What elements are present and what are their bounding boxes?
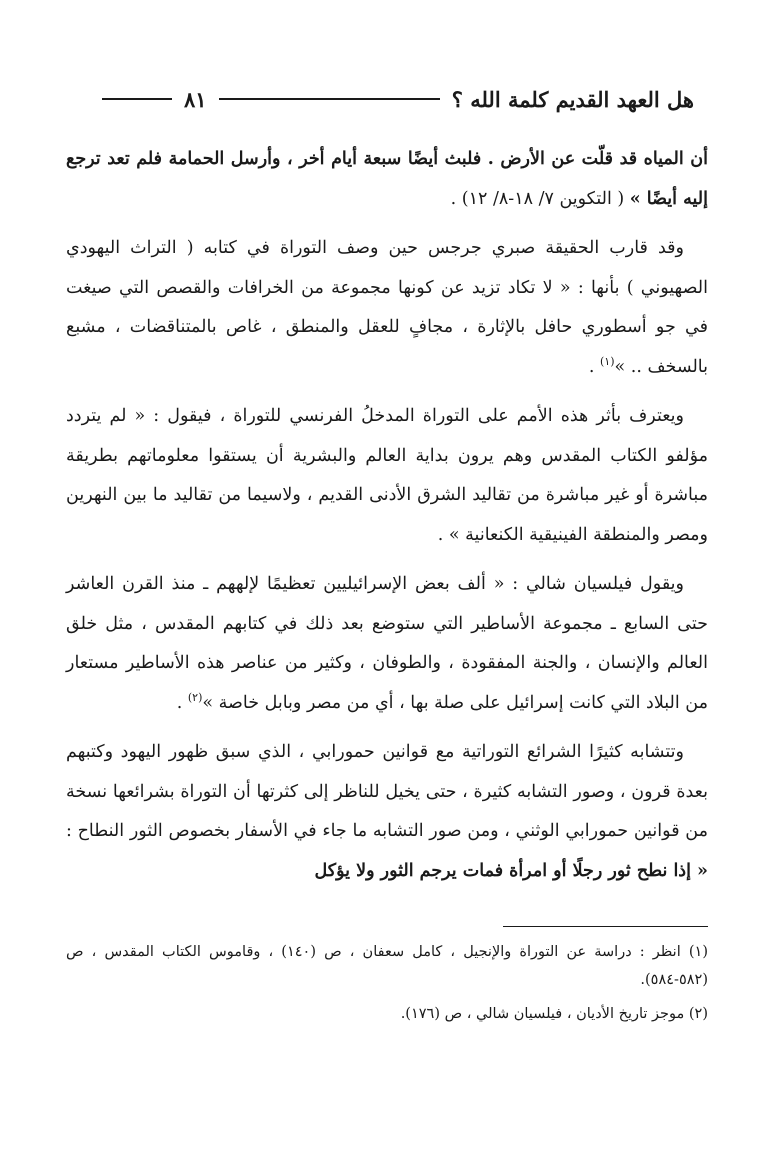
running-title: هل العهد القديم كلمة الله ؟ [451, 86, 694, 112]
paragraph-4-text: ويقول فيلسيان شالي : « ألف بعض الإسرائيليين تعظيمًا لإلههم ـ منذ القرن العاشر حتى السابع ـ مجموعة الأساطير التي ستوضع بعد ذلك في كتابهم المقدس ، مثل خلق العالم والإنسان ، والجنة المفقودة ، والطوفان ، وكثير من عناصر هذه الأساطير مستعار من البلاد التي كانت إسرائيل على صلة بها ، أي من مصر وبابل خاصة » [66, 574, 708, 713]
footnote-ref-2: (٢) [187, 690, 203, 704]
paragraph-4 [66, 565, 708, 723]
paragraph-2-tail: . [588, 356, 600, 377]
paragraph-1-citation: ( التكوين ٧/ ١٨-٨/ ١٢) . [450, 188, 630, 209]
footnotes [66, 938, 708, 1034]
main-text [66, 140, 708, 901]
footnote-ref-1: (١) [599, 354, 615, 368]
footnote-separator [503, 926, 708, 927]
paragraph-5-quote: « إذا نطح ثور رجلًا أو امرأة فمات يرجم الثور ولا يؤكل [314, 860, 708, 881]
paragraph-4-tail: . [176, 692, 188, 713]
paragraph-1 [66, 140, 708, 219]
paragraph-5-text: وتتشابه كثيرًا الشرائع التوراتية مع قوانين حمورابي ، الذي سبق ظهور اليهود وكتبهم بعدة قرون ، وصور التشابه كثيرة ، حتى يخيل للناظر إلى كثرتها أن التوراة بشرائعها نسخة من قوانين حمورابي الوثني ، ومن صور التشابه ما جاء في الأسفار بخصوص الثور النطاح : [66, 742, 708, 841]
footnote-2: (٢) موجز تاريخ الأديان ، فيلسيان شالي ، ص (١٧٦). [400, 1006, 708, 1022]
header-rule [219, 98, 440, 100]
footnote-1: (١) انظر : دراسة عن التوراة والإنجيل ، كامل سعفان ، ص (١٤٠) ، وقاموس الكتاب المقدس ، ص (٥٨٢-٥٨٤). [66, 944, 708, 988]
running-header [90, 82, 694, 116]
paragraph-2 [66, 229, 708, 387]
paragraph-3-text: ويعترف بأثر هذه الأمم على التوراة المدخلُ الفرنسي للتوراة ، فيقول : « لم يتردد مؤلفو الكتاب المقدس وهم يرون بداية العالم والبشرية أن يستقوا معلوماتهم بطريقة مباشرة أو غير مباشرة من تقاليد الشرق الأدنى القديم ، ولاسيما من تقاليد ما بين النهرين ومصر والمنطقة الفينيقية الكنعانية » . [66, 406, 708, 545]
paragraph-2-text: وقد قارب الحقيقة صبري جرجس حين وصف التوراة في كتابه ( التراث اليهودي الصهيوني ) بأنها : « لا تكاد تزيد عن كونها مجموعة من الخرافات والقصص التي صيغت في جو أسطوري حافل بالإثارة ، مجافٍ للعقل والمنطق ، غاص بالمتناقضات ، مشبع بالسخف .. » [66, 238, 708, 377]
paragraph-3 [66, 397, 708, 555]
paragraph-5 [66, 733, 708, 891]
header-rule-end [102, 98, 172, 100]
paragraph-1-quote: أن المياه قد قلّت عن الأرض . فلبث أيضًا سبعة أيام أخر ، وأرسل الحمامة فلم تعد ترجع إليه أيضًا » [66, 149, 708, 209]
page-number: ٨١ [184, 86, 207, 112]
